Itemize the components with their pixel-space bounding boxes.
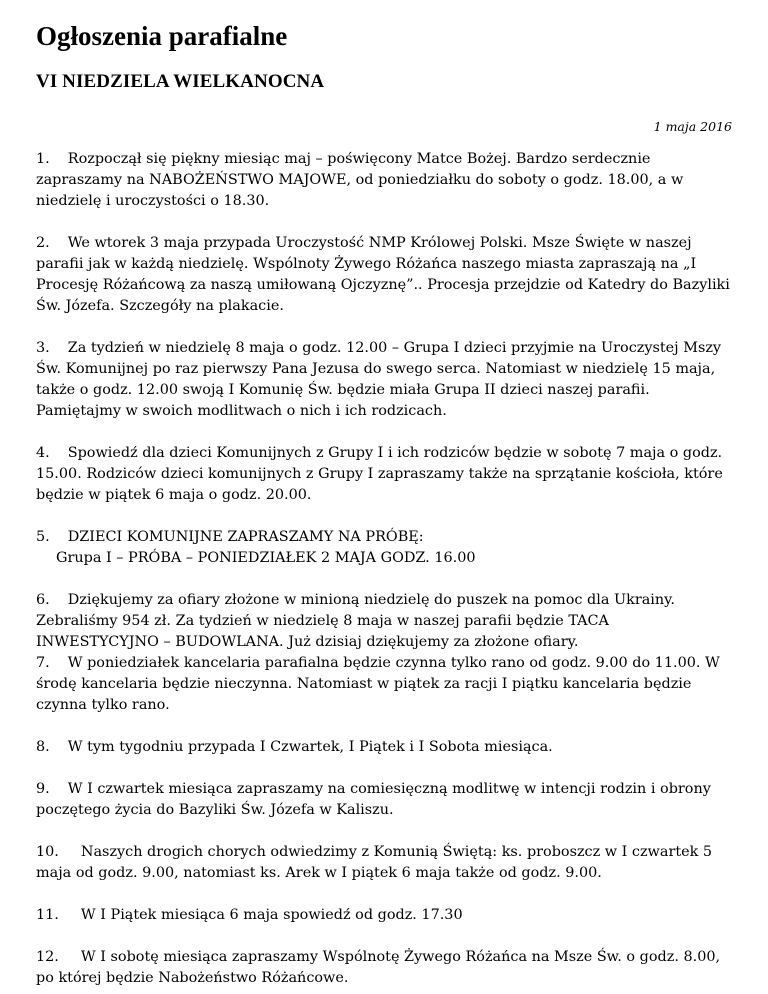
item-number: 4. [36, 445, 50, 461]
item-number: 8. [36, 739, 50, 755]
item-text: W poniedziałek kancelaria parafialna będzie czynna tylko rano od godz. 9.00 do 11.00. W środę kancelaria będzie nieczynna. Natomiast w piątek za racji I piątku kancelaria będzie czynna tylko rano. [36, 655, 720, 713]
item-text: W I sobotę miesiąca zapraszamy Wspólnotę Żywego Różańca na Msze Św. o godz. 8.00, po której będzie Nabożeństwo Różańcowe. [36, 949, 721, 986]
item-text: We wtorek 3 maja przypada Uroczystość NMP Królowej Polski. Msze Święte w naszej parafii jak w każdą niedzielę. Wspólnoty Żywego Różańca naszego miasta zapraszają na „I Procesję Różańcową za naszą umiłowaną Ojczyznę”.. Procesja przejdzie od Katedry do Bazyliki Św. Józefa. Szczegóły na plakacie. [36, 235, 730, 314]
announcement-item-11 [36, 905, 732, 926]
item-text: W I Piątek miesiąca 6 maja spowiedź od godz. 17.30 [80, 907, 463, 923]
announcement-date: 1 maja 2016 [653, 119, 732, 134]
item-text: Naszych drogich chorych odwiedzimy z Komunią Świętą: ks. proboszcz w I czwartek 5 maja od godz. 9.00, natomiast ks. Arek w I piątek 6 maja także od godz. 9.00. [36, 844, 713, 881]
item-text: W tym tygodniu przypada I Czwartek, I Piątek i I Sobota miesiąca. [67, 739, 553, 755]
announcement-item-1 [36, 149, 732, 212]
announcement-item-12 [36, 947, 732, 989]
announcement-item-3 [36, 338, 732, 422]
item-number: 2. [36, 235, 50, 251]
item-number: 12. [36, 949, 59, 965]
item-text: Spowiedź dla dzieci Komunijnych z Grupy I i ich rodziców będzie w sobotę 7 maja o godz. 15.00. Rodziców dzieci komunijnych z Grupy I zapraszamy także na sprzątanie kościoła, które będzie w piątek 6 maja o godz. 20.00. [36, 445, 723, 503]
item-subline: Grupa I – PRÓBA – PONIEDZIAŁEK 2 MAJA GODZ. 16.00 [56, 550, 476, 566]
item-number: 1. [36, 151, 50, 167]
item-text: DZIECI KOMUNIJNE ZAPRASZAMY NA PRÓBĘ: [67, 529, 424, 545]
item-text: Rozpoczął się piękny miesiąc maj – poświęcony Matce Bożej. Bardzo serdecznie zapraszamy na NABOŻEŃSTWO MAJOWE, od poniedziałku do soboty o godz. 18.00, a w niedzielę i uroczystości o 18.30. [36, 151, 684, 209]
announcement-list [36, 149, 732, 989]
item-number: 9. [36, 781, 50, 797]
item-number: 10. [36, 844, 59, 860]
announcement-item-4 [36, 443, 732, 506]
announcement-item-6 [36, 590, 732, 653]
item-number: 7. [36, 655, 50, 671]
item-text: W I czwartek miesiąca zapraszamy na comiesięczną modlitwę w intencji rodzin i obrony poczętego życia do Bazyliki Św. Józefa w Kaliszu. [36, 781, 711, 818]
announcement-item-2 [36, 233, 732, 317]
announcement-item-9 [36, 779, 732, 821]
item-number: 3. [36, 340, 50, 356]
announcement-item-10 [36, 842, 732, 884]
item-number: 5. [36, 529, 50, 545]
item-number: 6. [36, 592, 50, 608]
announcement-item-8 [36, 737, 732, 758]
page-title: Ogłoszenia parafialne [36, 21, 288, 51]
item-text: Dziękujemy za ofiary złożone w minioną niedzielę do puszek na pomoc dla Ukrainy. Zebraliśmy 954 zł. Za tydzień w niedzielę 8 maja w naszej parafii będzie TACA INWESTYCYJNO – BUDOWLANA. Już dzisiaj dziękujemy za złożone ofiary. [36, 592, 675, 650]
item-number: 11. [36, 907, 59, 923]
announcement-item-5 [36, 527, 732, 569]
announcement-item-7 [36, 653, 732, 716]
item-text: Za tydzień w niedzielę 8 maja o godz. 12.00 – Grupa I dzieci przyjmie na Uroczystej Mszy Św. Komunijnej po raz pierwszy Pana Jezusa do swego serca. Natomiast w niedzielę 15 maja, także o godz. 12.00 swoją I Komunię Św. będzie miała Grupa II dzieci naszej parafii. Pamiętajmy w swoich modlitwach o nich i ich rodzicach. [36, 340, 722, 419]
page-subtitle: VI NIEDZIELA WIELKANOCNA [36, 71, 325, 92]
